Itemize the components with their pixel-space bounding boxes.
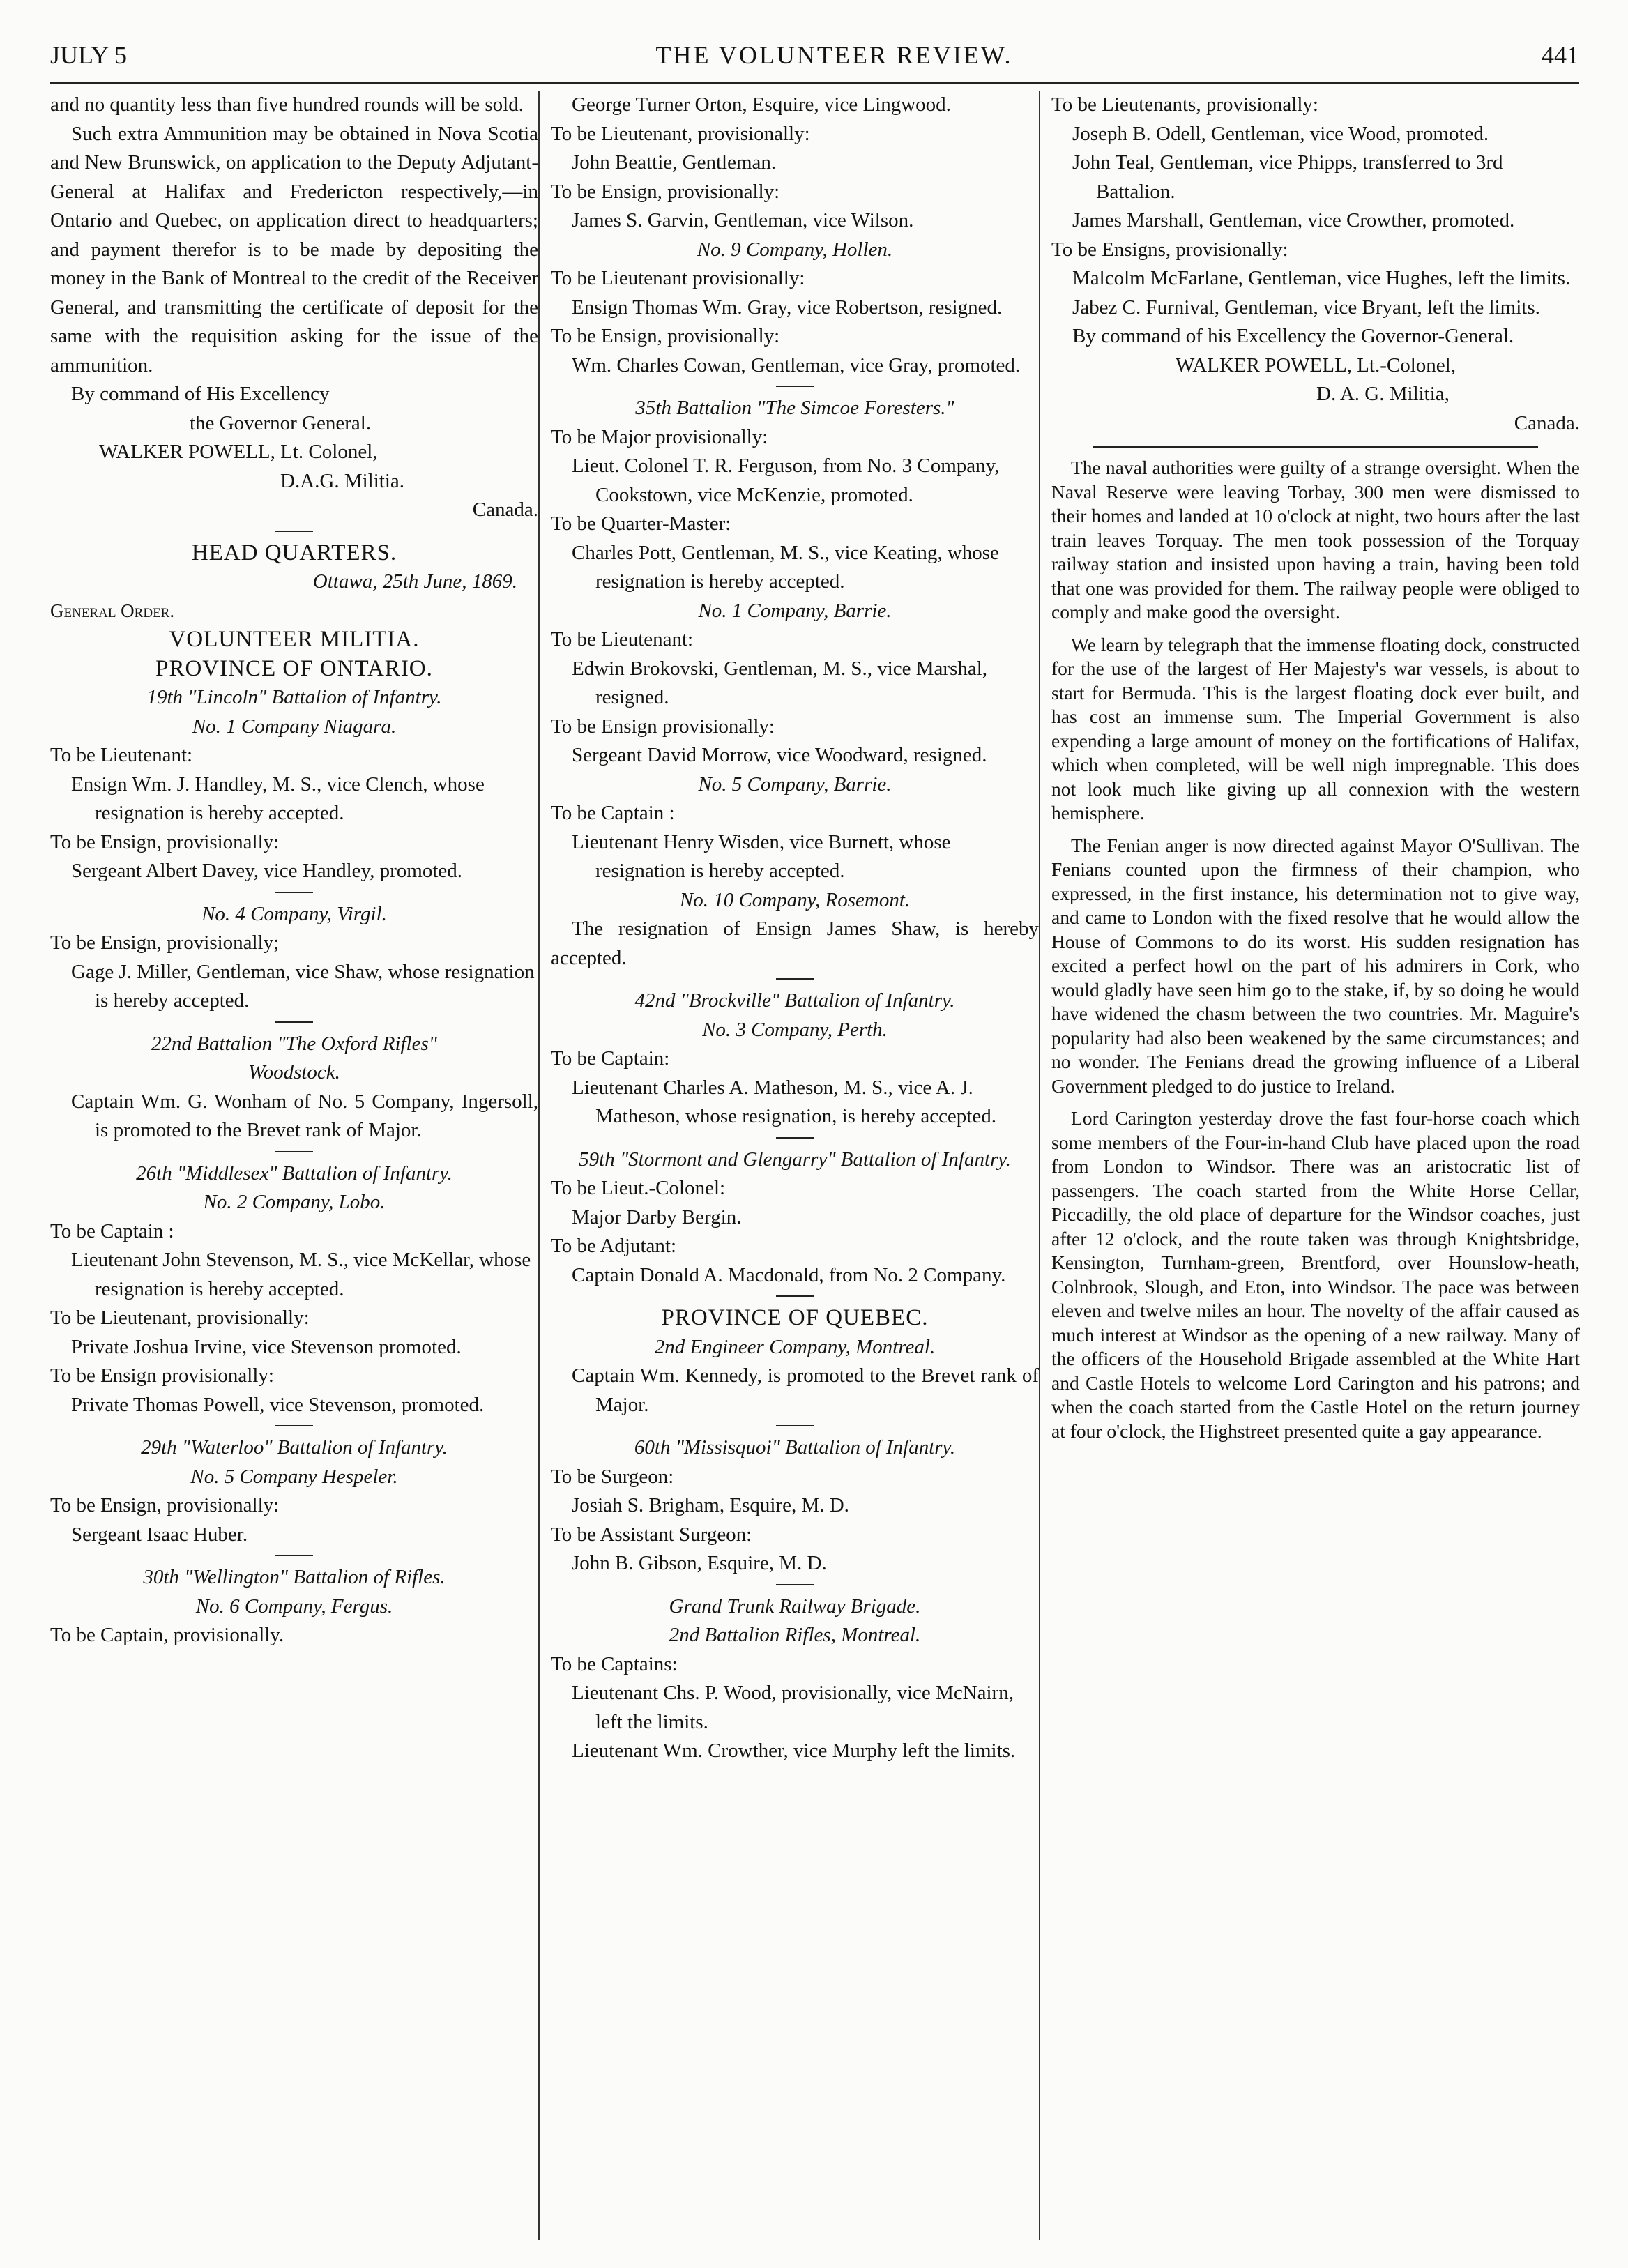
column-3	[1051, 91, 1580, 2240]
appointment-entry: Joseph B. Odell, Gentleman, vice Wood, promoted.	[1072, 122, 1489, 145]
battalion-heading: 19th "Lincoln" Battalion of Infantry.	[146, 686, 442, 708]
divider	[776, 386, 814, 387]
company-heading: No. 5 Company, Barrie.	[698, 773, 892, 796]
battalion-heading: 60th "Missisquoi" Battalion of Infantry.	[634, 1436, 956, 1459]
company-heading: No. 1 Company Niagara.	[192, 715, 397, 738]
dateline: Ottawa, 25th June, 1869.	[312, 570, 517, 593]
appointment-label: To be Lieutenant:	[551, 628, 694, 650]
divider	[275, 1151, 313, 1152]
company-heading: No. 9 Company, Hollen.	[697, 238, 893, 261]
governor-line: the Governor General.	[190, 411, 372, 434]
paragraph: The resignation of Ensign James Shaw, is hereby accepted.	[551, 918, 1039, 969]
divider	[776, 978, 814, 980]
appointment-entry: Charles Pott, Gentleman, M. S., vice Keating, whose resignation is hereby accepted.	[572, 541, 999, 593]
news-paragraph: Lord Carington yesterday drove the fast four-horse coach which some members of the Four-in-hand Club have placed upon the road from London to Windsor. There was an aristocratic list of passengers. The coach started from the White Horse Cellar, Piccadilly, the old place of departure for the Windsor coaches, just after 12 o'clock, and the route taken was through Knightsbridge, Kensington, Turnham-green, Brentford, over Hounslow-heath, Colnbrook, Slough, and Eton, into Windsor. The pace was between eleven and twelve miles an hour. The novelty of the affair caused as much interest at Windsor as the opening of a new railway. Many of the officers of the Household Brigade assembled at the White Hart and Castle Hotels to welcome Lord Carington and his patrons; and when the coach started from the Castle Hotel on the return journey at four o'clock, the Highstreet presented quite a gay appearance.	[1051, 1107, 1580, 1442]
appointment-label: To be Ensign, provisionally:	[50, 1494, 280, 1516]
signature-name: WALKER POWELL, Lt.-Colonel,	[1176, 353, 1456, 376]
appointment-label: To be Captains:	[551, 1652, 678, 1675]
company-heading: 2nd Engineer Company, Montreal.	[654, 1335, 936, 1358]
appointment-entry: Wm. Charles Cowan, Gentleman, vice Gray, promoted.	[572, 353, 1021, 376]
appointment-entry: Major Darby Bergin.	[572, 1205, 742, 1228]
news-paragraph: The naval authorities were guilty of a strange oversight. When the Naval Reserve were leaving Torbay, 300 men were dismissed to their homes and landed at 10 o'clock at night, two hours after the last train leaves Torquay. The men took possession of the Torquay railway station and insisted upon having a train, having been told that one was provided for them. The railway people were obliged to comply and make good the oversight.	[1051, 457, 1580, 623]
paragraph: Such extra Ammunition may be obtained in Nova Scotia and New Brunswick, on application to the Deputy Adjutant-General at Halifax and Fredericton respectively,—in Ontario and Quebec, on application direct to headquarters; and payment therefor is to be made by depositing the money in the Bank of Montreal to the credit of the Receiver General, and transmitting the certificate of deposit for the same with the requisition asking for the issue of the ammunition.	[50, 122, 538, 376]
brigade-heading: Grand Trunk Railway Brigade.	[669, 1595, 921, 1618]
appointment-label: To be Captain:	[551, 1047, 670, 1070]
appointment-entry: James Marshall, Gentleman, vice Crowther, promoted.	[1072, 209, 1515, 231]
appointment-entry: Lieutenant Chs. P. Wood, provisionally, vice McNairn, left the limits.	[572, 1682, 1014, 1733]
news-paragraph: We learn by telegraph that the immense floating dock, constructed for the use of the largest of Her Majesty's war vessels, is about to start for Bermuda. This is the largest floating dock ever built, and has cost an immense sum. The Imperial Government is also expending a large amount of money on the fortifications of Halifax, which when completed, will be well nigh impregnable. This does not look much like giving up all connexion with the western hemisphere.	[1051, 633, 1580, 823]
appointment-entry: Edwin Brokovski, Gentleman, M. S., vice Marshal, resigned.	[572, 657, 988, 708]
divider	[275, 892, 313, 893]
appointment-entry: George Turner Orton, Esquire, vice Lingwood.	[572, 93, 951, 116]
appointment-entry: Private Joshua Irvine, vice Stevenson promoted.	[71, 1335, 462, 1358]
battalion-heading: 35th Battalion "The Simcoe Foresters."	[635, 397, 954, 419]
column-divider	[538, 91, 540, 2240]
battalion-heading: 59th "Stormont and Glengarry" Battalion of Infantry.	[579, 1148, 1011, 1171]
section-heading: HEAD QUARTERS.	[191, 540, 397, 565]
signature-rank: D. A. G. Militia,	[1316, 383, 1450, 405]
appointment-label: To be Lieutenant:	[50, 744, 193, 766]
column-2	[551, 91, 1039, 2240]
province-heading: PROVINCE OF ONTARIO.	[155, 655, 433, 681]
appointment-label: To be Ensign provisionally:	[50, 1364, 274, 1387]
appointment-entry: John B. Gibson, Esquire, M. D.	[572, 1552, 827, 1574]
province-heading: PROVINCE OF QUEBEC.	[661, 1305, 929, 1330]
appointment-entry: Lieutenant Henry Wisden, vice Burnett, whose resignation is hereby accepted.	[572, 830, 951, 882]
appointment-entry: Lieut. Colonel T. R. Ferguson, from No. 3 Company, Cookstown, vice McKenzie, promoted.	[572, 455, 1000, 506]
signature-place: Canada.	[472, 498, 538, 521]
appointment-entry: Gage J. Miller, Gentleman, vice Shaw, whose resignation is hereby accepted.	[71, 960, 535, 1012]
company-heading: No. 4 Company, Virgil.	[201, 902, 387, 925]
company-heading: No. 1 Company, Barrie.	[698, 599, 892, 622]
appointment-label: To be Lieutenant provisionally:	[551, 267, 805, 289]
company-heading: No. 5 Company Hespeler.	[190, 1465, 398, 1488]
appointment-entry: Ensign Thomas Wm. Gray, vice Robertson, resigned.	[572, 296, 1003, 319]
divider	[275, 1555, 313, 1556]
divider	[776, 1584, 814, 1585]
appointment-label: To be Assistant Surgeon:	[551, 1523, 752, 1546]
company-heading: No. 2 Company, Lobo.	[203, 1191, 386, 1213]
appointment-label: To be Lieutenants, provisionally:	[1051, 93, 1318, 116]
appointment-label: To be Major provisionally:	[551, 425, 768, 448]
divider	[776, 1425, 814, 1426]
section-heading: VOLUNTEER MILITIA.	[169, 627, 420, 652]
battalion-heading: 30th "Wellington" Battalion of Rifles.	[143, 1566, 446, 1588]
appointment-entry: Sergeant David Morrow, vice Woodward, resigned.	[572, 744, 987, 766]
appointment-label: To be Captain :	[551, 802, 675, 824]
appointment-entry: Captain Wm. Kennedy, is promoted to the Brevet rank of Major.	[572, 1364, 1039, 1416]
appointment-label: To be Ensign, provisionally;	[50, 931, 280, 954]
company-heading: No. 6 Company, Fergus.	[195, 1595, 393, 1618]
appointment-label: To be Adjutant:	[551, 1235, 677, 1257]
divider	[275, 1425, 313, 1426]
general-order-label: General Order.	[50, 600, 175, 621]
appointment-entry: Lieutenant John Stevenson, M. S., vice McKellar, whose resignation is hereby accepted.	[71, 1249, 531, 1300]
signature-place: Canada.	[1514, 411, 1580, 434]
header-title: THE VOLUNTEER REVIEW.	[655, 41, 1013, 69]
signature-rank: D.A.G. Militia.	[280, 469, 405, 492]
battalion-heading: 2nd Battalion Rifles, Montreal.	[669, 1624, 921, 1646]
divider	[776, 1295, 814, 1297]
appointment-label: To be Captain :	[50, 1219, 174, 1242]
battalion-heading: 26th "Middlesex" Battalion of Infantry.	[136, 1162, 452, 1185]
company-heading: No. 10 Company, Rosemont.	[679, 888, 911, 911]
appointment-entry: Ensign Wm. J. Handley, M. S., vice Clench, whose resignation is hereby accepted.	[71, 773, 485, 824]
appointment-label: To be Ensign provisionally:	[551, 715, 775, 738]
divider	[1093, 446, 1538, 448]
appointment-entry: Sergeant Albert Davey, vice Handley, promoted.	[71, 860, 463, 882]
appointment-entry: Malcolm McFarlane, Gentleman, vice Hughes, left the limits.	[1072, 267, 1571, 289]
place-heading: Woodstock.	[248, 1061, 340, 1083]
appointment-label: To be Lieut.-Colonel:	[551, 1177, 726, 1199]
appointment-label: To be Lieutenant, provisionally:	[50, 1307, 310, 1329]
battalion-heading: 22nd Battalion "The Oxford Rifles"	[151, 1032, 437, 1055]
appointment-entry: John Teal, Gentleman, vice Phipps, transferred to 3rd Battalion.	[1072, 151, 1503, 203]
appointment-entry: Lieutenant Wm. Crowther, vice Murphy left the limits.	[572, 1740, 1016, 1762]
appointment-entry: Captain Wm. G. Wonham of No. 5 Company, Ingersoll, is promoted to the Brevet rank of Major.	[71, 1090, 538, 1141]
divider	[776, 1137, 814, 1139]
battalion-heading: 29th "Waterloo" Battalion of Infantry.	[141, 1436, 448, 1459]
appointment-label: To be Lieutenant, provisionally:	[551, 122, 810, 145]
appointment-entry: Captain Donald A. Macdonald, from No. 2 Company.	[572, 1263, 1006, 1286]
appointment-label: To be Surgeon:	[551, 1465, 674, 1488]
appointment-entry: John Beattie, Gentleman.	[572, 151, 777, 174]
appointment-label: To be Ensign, provisionally:	[551, 325, 780, 347]
page-header	[50, 40, 1579, 84]
appointment-label: To be Ensign, provisionally:	[551, 180, 780, 203]
appointment-entry: Private Thomas Powell, vice Stevenson, promoted.	[71, 1393, 485, 1416]
news-paragraph: The Fenian anger is now directed against Mayor O'Sullivan. The Fenians counted upon the firmness of their champion, who expressed, in the first instance, his determination not to give way, and came to London with the fixed resolve that he would allow the House of Commons to do its worst. His sudden resignation has excited a perfect howl on the part of his admirers in Cork, who would gladly have seen him go to the stake, if, by so doing he would have widened the chasm between the two countries. Mr. Maguire's popularity had also been weakened by the same circumstances; and no wonder. The Fenians dread the growing influence of a Liberal Government pledged to do justice to Ireland.	[1051, 834, 1580, 1097]
appointment-entry: Sergeant Isaac Huber.	[71, 1523, 248, 1546]
battalion-heading: 42nd "Brockville" Battalion of Infantry.	[634, 989, 955, 1012]
appointment-entry: Josiah S. Brigham, Esquire, M. D.	[572, 1494, 849, 1516]
header-page-number: 441	[1541, 41, 1579, 69]
appointment-label: To be Ensign, provisionally:	[50, 830, 280, 853]
divider	[275, 1021, 313, 1023]
appointment-label: To be Ensigns, provisionally:	[1051, 238, 1288, 261]
company-heading: No. 3 Company, Perth.	[702, 1018, 888, 1041]
column-1	[50, 91, 538, 2240]
by-command: By command of His Excellency	[71, 383, 330, 405]
signature-name: WALKER POWELL, Lt. Colonel,	[99, 441, 378, 463]
divider	[275, 531, 313, 532]
paragraph: and no quantity less than five hundred rounds will be sold.	[50, 93, 524, 116]
appointment-label: To be Captain, provisionally.	[50, 1624, 284, 1646]
by-command: By command of his Excellency the Governor-General.	[1072, 325, 1514, 347]
header-date: JULY 5	[50, 41, 128, 69]
appointment-entry: Lieutenant Charles A. Matheson, M. S., vice A. J. Matheson, whose resignation, is hereby accepted.	[572, 1076, 996, 1127]
appointment-label: To be Quarter-Master:	[551, 512, 731, 535]
appointment-entry: Jabez C. Furnival, Gentleman, vice Bryant, left the limits.	[1072, 296, 1540, 319]
column-divider	[1039, 91, 1040, 2240]
appointment-entry: James S. Garvin, Gentleman, vice Wilson.	[572, 209, 914, 231]
